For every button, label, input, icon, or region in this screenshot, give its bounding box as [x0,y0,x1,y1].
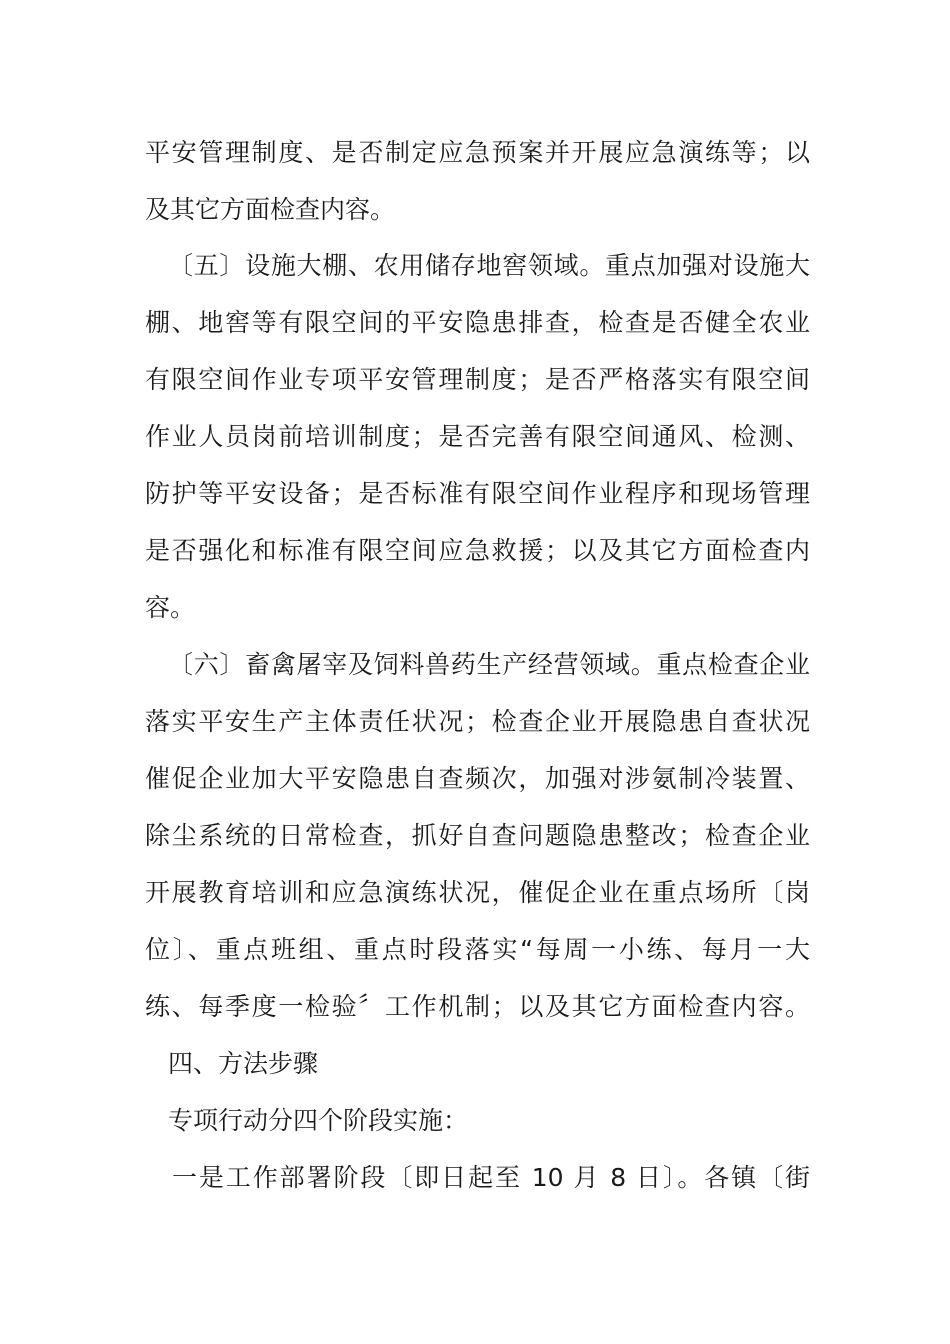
paragraph-line: 防护等平安设备；是否标准有限空间作业程序和现场管理 [145,479,810,508]
paragraph-line: 及其它方面检查内容。 [145,195,396,224]
paragraph-line: 除尘系统的日常检查，抓好自查问题隐患整改；检查企业 [145,821,810,850]
paragraph-line: 一是工作部署阶段〔即日起至 10 月 8 日〕。各镇〔街 [172,1163,810,1192]
paragraph-line: 催促企业加大平安隐患自查频次，加强对涉氨制冷装置、 [145,764,810,793]
paragraph-line: 平安管理制度、是否制定应急预案并开展应急演练等；以 [145,138,810,167]
paragraph-line: 作业人员岗前培训制度；是否完善有限空间通风、检测、 [145,422,810,451]
paragraph-line: 〔五〕设施大棚、农用储存地窖领域。重点加强对设施大 [168,251,810,280]
paragraph-line: 有限空间作业专项平安管理制度；是否严格落实有限空间 [145,365,810,394]
paragraph-line: 练、每季度一检验〞工作机制；以及其它方面检查内容。 [145,992,810,1021]
paragraph-line: 开展教育培训和应急演练状况，催促企业在重点场所〔岗 [145,878,810,907]
paragraph-line: 落实平安生产主体责任状况；检查企业开展隐患自查状况 [145,707,810,736]
paragraph-line: 专项行动分四个阶段实施： [168,1106,469,1135]
paragraph-line: 容。 [145,593,196,622]
paragraph-line: 〔六〕畜禽屠宰及饲料兽药生产经营领域。重点检查企业 [168,650,810,679]
paragraph-line: 是否强化和标准有限空间应急救援；以及其它方面检查内 [145,536,810,565]
paragraph-line: 棚、地窖等有限空间的平安隐患排查，检查是否健全农业 [145,308,810,337]
paragraph-line: 位〕、重点班组、重点时段落实“每周一小练、每月一大 [145,935,810,964]
section-heading: 四、方法步骤 [168,1049,319,1078]
